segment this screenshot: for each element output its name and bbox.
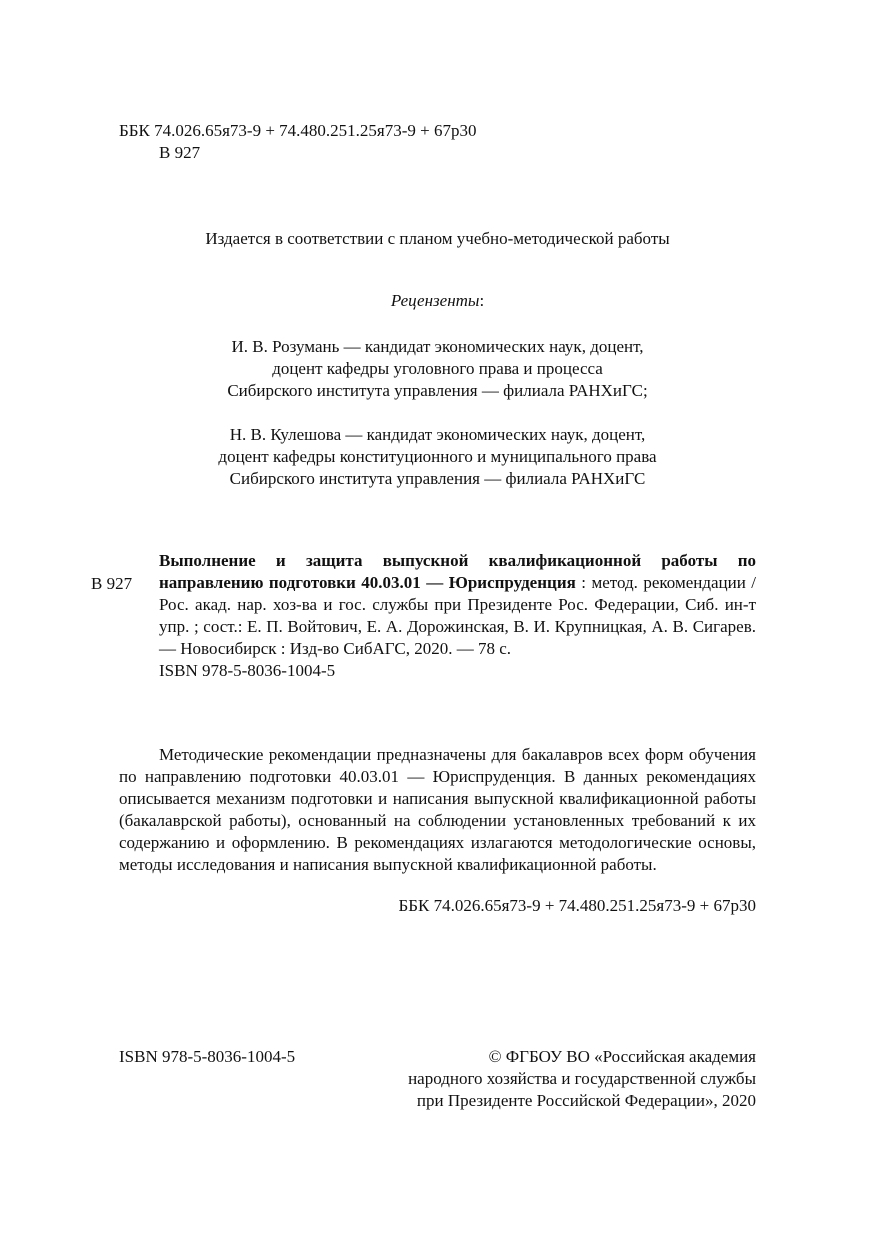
- reviewer-entry: [0, 424, 875, 490]
- reviewer-line: И. В. Розумань — кандидат экономических наук, доцент,: [231, 337, 644, 356]
- reviewer-line: доцент кафедры уголовного права и процесса: [272, 359, 603, 378]
- copyright-line: при Президенте Российской Федерации», 2020: [416, 1091, 756, 1110]
- publish-note: Издается в соответствии с планом учебно-методической работы: [205, 229, 670, 248]
- author-mark: В 927: [159, 143, 201, 162]
- bibliographic-entry: [159, 550, 756, 682]
- copyright-notice: [330, 1046, 756, 1112]
- reviewers-heading-colon: :: [479, 291, 485, 310]
- reviewers-heading-text: Рецензенты: [390, 291, 480, 310]
- reviewer-entry: [0, 336, 875, 402]
- reviewers-heading: [0, 290, 875, 312]
- biblio-description: : метод. рекомендации / Рос. акад. нар. хоз-ва и гос. службы при Президенте Рос. Федерации, Сиб. ин-т упр. ; сост.: Е. П. Войтович, Е. А. Дорожинская, В. И. Крупницкая, А. В. Сигарев. — Новосибирск : Изд-во СибАГС, 2020. — 78 с.: [159, 573, 757, 658]
- bbk-header: [119, 120, 477, 164]
- biblio-isbn: ISBN 978-5-8036-1004-5: [159, 661, 336, 680]
- reviewer-line: доцент кафедры конституционного и муниципального права: [218, 447, 657, 466]
- biblio-author-mark: В 927: [91, 574, 133, 593]
- reviewer-line: Н. В. Кулешова — кандидат экономических наук, доцент,: [229, 425, 646, 444]
- reviewer-line: Сибирского института управления — филиала РАНХиГС;: [227, 381, 648, 400]
- copyright-line: © ФГБОУ ВО «Российская академия: [488, 1047, 756, 1066]
- biblio-title: Выполнение и защита выпускной квалификационной работы по направлению подготовки 40.03.01 — Юриспруденция: [159, 551, 756, 592]
- annotation-text: Методические рекомендации предназначены для бакалавров всех форм обучения по направлению подготовки 40.03.01 — Юриспруденция. В данных рекомендациях описывается механизм подготовки и написания выпускной квалификационной работы (бакалаврской работы), основанный на соблюдении установленных требований к их содержанию и оформлению. В рекомендациях излагаются методологические основы, методы исследования и написания выпускной квалификационной работы.: [119, 745, 756, 874]
- copyright-line: народного хозяйства и государственной службы: [408, 1069, 756, 1088]
- annotation-bbk-code: ББК 74.026.65я73-9 + 74.480.251.25я73-9 + 67р30: [398, 896, 756, 915]
- reviewer-line: Сибирского института управления — филиала РАНХиГС: [229, 469, 646, 488]
- bbk-code: ББК 74.026.65я73-9 + 74.480.251.25я73-9 + 67р30: [119, 121, 477, 140]
- biblio-text: [159, 550, 756, 660]
- footer-isbn: ISBN 978-5-8036-1004-5: [119, 1047, 296, 1066]
